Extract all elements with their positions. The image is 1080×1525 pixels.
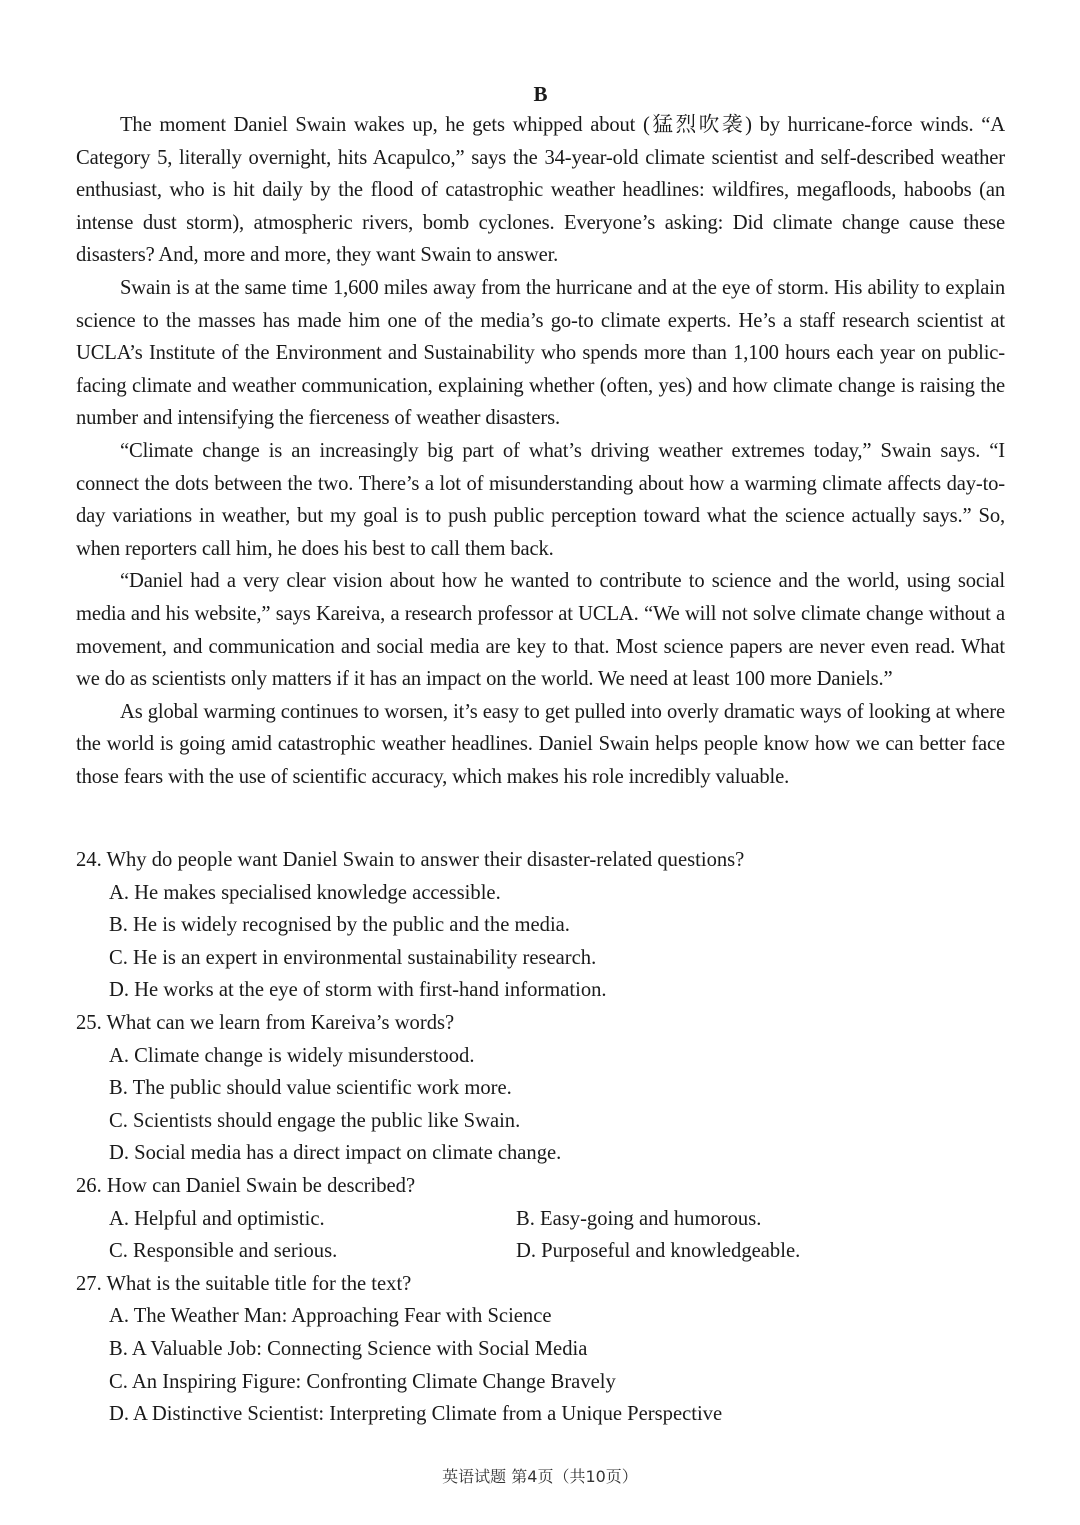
option-b: B. He is widely recognised by the public and the media. xyxy=(109,914,570,937)
question-26 xyxy=(76,1170,1005,1268)
question-list xyxy=(76,844,1005,1431)
question-stem: 26. How can Daniel Swain be described? xyxy=(76,1174,416,1197)
passage-paragraph: The moment Daniel Swain wakes up, he gets whipped about (猛烈吹袭) by hurricane-force winds. “A Category 5, literally overnight, hits Acapulco,” says the 34-year-old climate scientist and self-described weather enthusiast, who is hit daily by the flood of catastrophic weather headlines: wildfires, megafloods, haboobs (an intense dust storm), atmospheric rivers, bomb cyclones. Everyone’s asking: Did climate change cause these disasters? And, more and more, they want Swain to answer. xyxy=(76,114,1005,267)
question-25 xyxy=(76,1007,1005,1170)
page-footer: 英语试题 第4页（共10页） xyxy=(442,1467,638,1486)
question-stem: 27. What is the suitable title for the text? xyxy=(76,1272,412,1295)
passage-paragraph: As global warming continues to worsen, it’s easy to get pulled into overly dramatic ways of looking at where the world is going amid catastrophic weather headlines. Daniel Swain helps people know how we can better face those fears with the use of scientific accuracy, which makes his role incredibly valuable. xyxy=(76,700,1005,788)
option-d: D. Purposeful and knowledgeable. xyxy=(516,1240,801,1263)
option-b: B. The public should value scientific work more. xyxy=(109,1077,512,1100)
question-stem: 25. What can we learn from Kareiva’s words? xyxy=(76,1011,455,1034)
option-d: D. Social media has a direct impact on climate change. xyxy=(109,1142,562,1165)
option-grid xyxy=(76,1203,1005,1268)
option-d: D. A Distinctive Scientist: Interpreting Climate from a Unique Perspective xyxy=(109,1403,723,1426)
option-d: D. He works at the eye of storm with first-hand information. xyxy=(109,979,607,1002)
option-c: C. Scientists should engage the public like Swain. xyxy=(109,1109,521,1132)
option-a: A. The Weather Man: Approaching Fear with Science xyxy=(109,1305,552,1328)
question-27 xyxy=(76,1268,1005,1431)
option-b: B. A Valuable Job: Connecting Science with Social Media xyxy=(109,1337,588,1360)
option-b: B. Easy-going and humorous. xyxy=(516,1207,762,1230)
option-a: A. Helpful and optimistic. xyxy=(109,1207,325,1230)
option-c: C. Responsible and serious. xyxy=(109,1240,338,1263)
question-24 xyxy=(76,844,1005,1007)
option-c: C. An Inspiring Figure: Confronting Climate Change Bravely xyxy=(109,1370,616,1393)
question-stem: 24. Why do people want Daniel Swain to answer their disaster-related questions? xyxy=(76,849,745,871)
option-a: A. He makes specialised knowledge accessible. xyxy=(109,881,501,904)
option-c: C. He is an expert in environmental sustainability research. xyxy=(109,946,597,969)
passage-paragraph: “Daniel had a very clear vision about how he wanted to contribute to science and the world, using social media and his website,” says Kareiva, a research professor at UCLA. “We will not solve climate change without a movement, and communication and social media are key to that. Most science papers are never even read. What we do as scientists only matters if it has an impact on the world. We need at least 100 more Daniels.” xyxy=(76,570,1005,691)
passage-paragraph: Swain is at the same time 1,600 miles away from the hurricane and at the eye of storm. His ability to explain science to the masses has made him one of the media’s go-to climate experts. He’s a staff research scientist at UCLA’s Institute of the Environment and Sustainability who spends more than 1,100 hours each year on public-facing climate and weather communication, explaining whether (often, yes) and how climate change is raising the number and intensifying the fierceness of weather disasters. xyxy=(76,276,1005,430)
section-label: B xyxy=(533,82,548,106)
option-a: A. Climate change is widely misunderstood. xyxy=(109,1044,475,1067)
passage-paragraph: “Climate change is an increasingly big part of what’s driving weather extremes today,” Swain says. “I connect the dots between the two. There’s a lot of misunderstanding about how a warming climate affects day-to-day variations in weather, but my goal is to push public perception toward what the science actually says.” So, when reporters call him, he does his best to call them back. xyxy=(76,439,1005,560)
reading-passage xyxy=(76,109,1005,793)
